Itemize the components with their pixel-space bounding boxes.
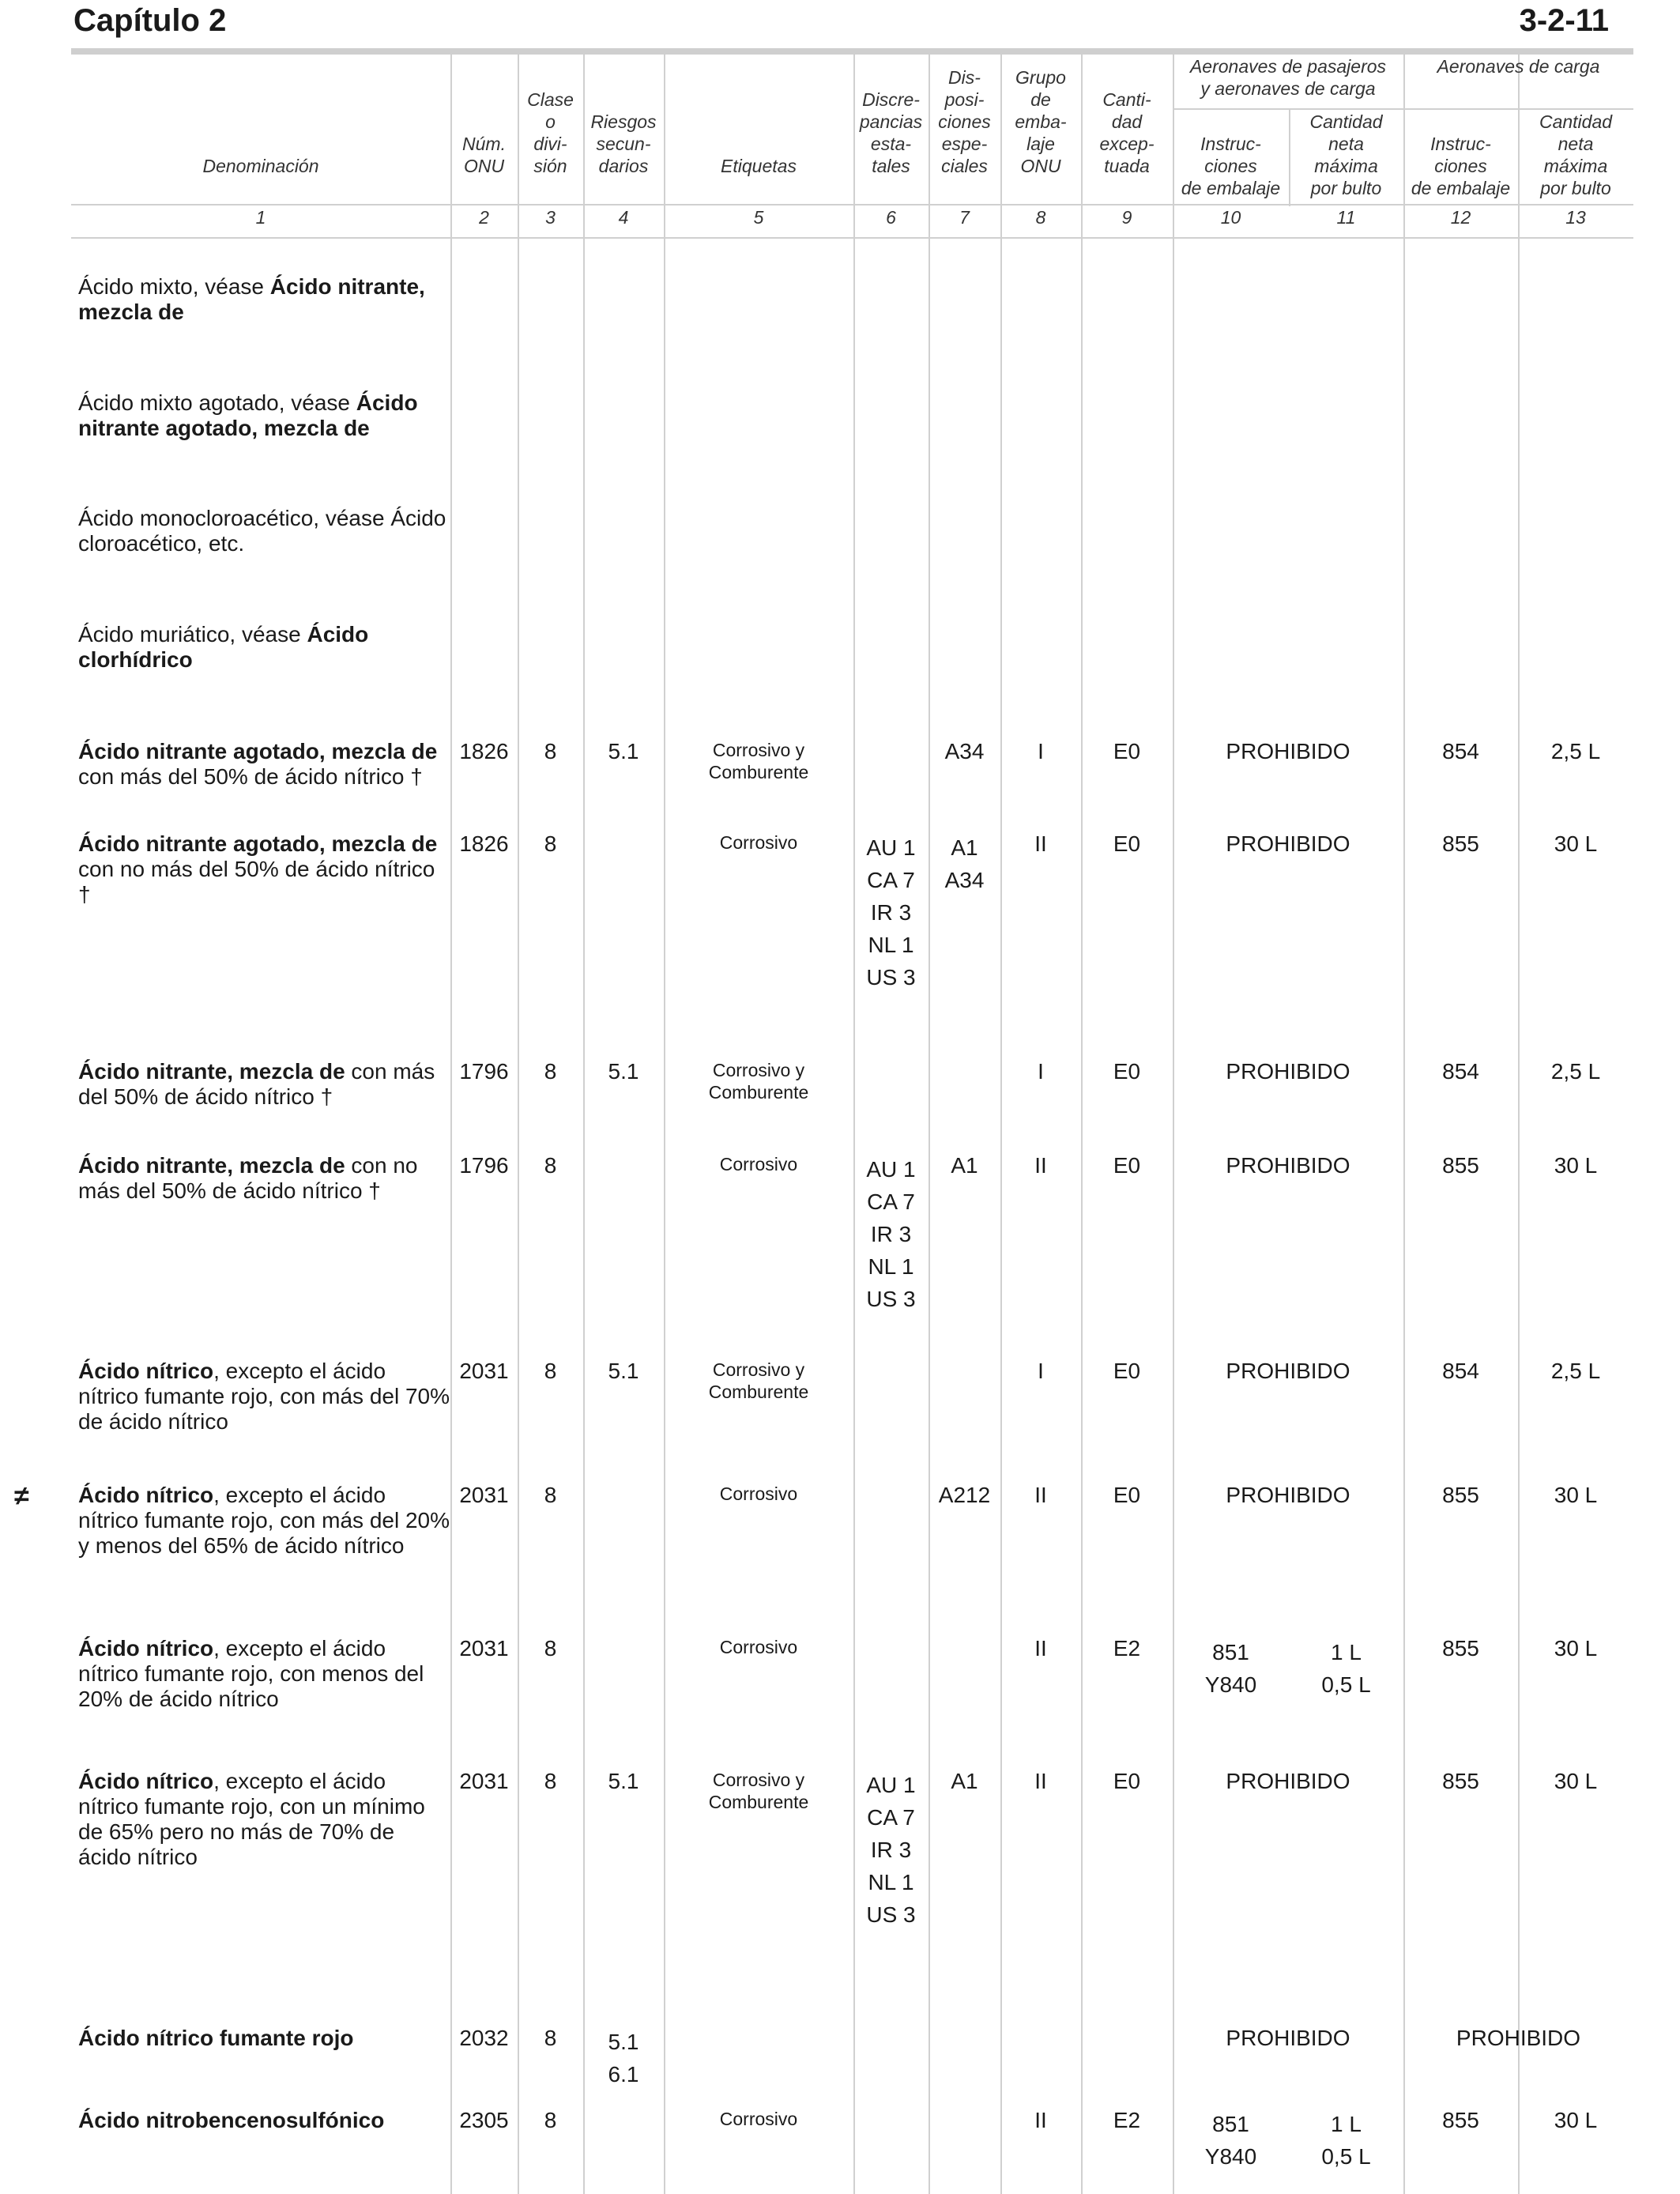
substance-name-text: Ácido monocloroacético, véase Ácido cloroacético, etc.: [78, 506, 446, 556]
column-number: 4: [618, 207, 629, 228]
cell-onu: 2031: [459, 1483, 509, 1507]
substance-name: [78, 2026, 450, 2051]
cell-exc: E0: [1113, 831, 1141, 856]
substance-name-text: Ácido mixto agotado, véase: [78, 390, 356, 415]
cell-riesgos: 5.1 6.1: [608, 2030, 639, 2087]
cell-grupo: II: [1034, 1483, 1047, 1507]
passenger-packing-instruction-header: Instruc- ciones de embalaje: [1181, 134, 1281, 198]
column-rule: [1518, 55, 1520, 2194]
substance-name-bold: Ácido nitrobencenosulfónico: [78, 2108, 385, 2132]
excepted-quantity-header: Canti- dad excep- tuada: [1099, 89, 1155, 176]
cell-onu: 2031: [459, 1636, 509, 1661]
column-number: 5: [753, 207, 764, 228]
cell-exc: E0: [1113, 1059, 1141, 1084]
cell-grupo: II: [1034, 1636, 1047, 1661]
substance-name-bold: Ácido nítrico: [78, 1769, 214, 1793]
cell-onu: 2032: [459, 2026, 509, 2050]
cell-exc: E0: [1113, 1483, 1141, 1507]
cell-instr-pas: 851 Y840: [1204, 2112, 1257, 2169]
column-rule: [1173, 55, 1174, 2194]
passenger-max-quantity-header: Cantidad neta máxima por bulto: [1309, 111, 1383, 198]
cell-onu: 2031: [459, 1769, 509, 1793]
cell-pas: PROHIBIDO: [1226, 1359, 1350, 1383]
cell-instr-pas: 851 Y840: [1204, 1640, 1257, 1697]
cell-grupo: I: [1038, 1359, 1044, 1383]
cell-grupo: II: [1034, 831, 1047, 856]
cell-pas: PROHIBIDO: [1226, 739, 1350, 763]
substance-name: [78, 831, 450, 907]
cell-riesgos: 5.1: [608, 1059, 639, 1084]
cell-grupo: II: [1034, 1769, 1047, 1793]
page-number: 3-2-11: [1519, 3, 1609, 38]
cell-cant-carga: 2,5 L: [1550, 739, 1601, 763]
cell-clase: 8: [544, 1483, 557, 1507]
cell-cant-carga: 30 L: [1554, 831, 1598, 856]
cell-exc: E0: [1113, 1769, 1141, 1793]
cell-etiquetas: Corrosivo y Comburente: [708, 1770, 809, 1812]
cell-disposiciones: A1: [951, 1769, 978, 1793]
cell-instr-carga: 854: [1442, 1359, 1479, 1383]
cell-etiquetas: Corrosivo: [719, 1483, 798, 1504]
secondary-risk-header: Riesgos secun- darios: [590, 111, 657, 176]
substance-name-bold: Ácido nitrante agotado, mezcla de: [78, 739, 438, 763]
substance-name-text: , excepto el ácido nítrico fumante rojo, con un mínimo de 65% pero no más de 70% de ácido nítrico: [78, 1769, 425, 1869]
column-number: 10: [1220, 207, 1241, 228]
cell-instr-carga: 854: [1442, 739, 1479, 763]
column-rule: [1081, 55, 1083, 2194]
substance-name-text: , excepto el ácido nítrico fumante rojo, con menos del 20% de ácido nítrico: [78, 1636, 424, 1711]
substance-name: [78, 1153, 450, 1204]
substance-name: [78, 390, 450, 441]
cell-clase: 8: [544, 1059, 557, 1084]
packing-group-header: Grupo de emba- laje ONU: [1015, 67, 1067, 176]
substance-name-bold: Ácido clorhídrico: [78, 622, 369, 672]
cell-clase: 8: [544, 1153, 557, 1178]
substance-name-text: , excepto el ácido nítrico fumante rojo, con más del 70% de ácido nítrico: [78, 1359, 450, 1434]
cell-instr-carga: 855: [1442, 1153, 1479, 1178]
cell-cant-carga: 30 L: [1554, 2108, 1598, 2132]
cell-riesgos: 5.1: [608, 739, 639, 763]
cell-pas: PROHIBIDO: [1226, 1059, 1350, 1084]
cell-exc: E0: [1113, 1359, 1141, 1383]
cell-etiquetas: Corrosivo y Comburente: [708, 740, 809, 782]
substance-name-bold: Ácido nítrico fumante rojo: [78, 2026, 354, 2050]
cell-riesgos: 5.1: [608, 1769, 639, 1793]
column-number: 11: [1336, 207, 1356, 228]
cell-onu: 1826: [459, 739, 509, 763]
cargo-packing-instruction-header: Instruc- ciones de embalaje: [1411, 134, 1511, 198]
column-number: 2: [479, 207, 489, 228]
cell-instr-carga: 855: [1442, 1636, 1479, 1661]
cell-cant-carga: 30 L: [1554, 1483, 1598, 1507]
cell-pas: PROHIBIDO: [1226, 1769, 1350, 1793]
cell-cant-pas: 1 L 0,5 L: [1321, 1640, 1371, 1697]
labels-header: Etiquetas: [721, 156, 797, 176]
cell-instr-carga: 854: [1442, 1059, 1479, 1084]
header-rule: [71, 48, 1633, 55]
column-number: 13: [1565, 207, 1586, 228]
revision-mark: ≠: [14, 1481, 29, 1511]
cell-clase: 8: [544, 2108, 557, 2132]
cell-clase: 8: [544, 1359, 557, 1383]
cell-grupo: I: [1038, 739, 1044, 763]
cell-exc: E0: [1113, 1153, 1141, 1178]
cell-clase: 8: [544, 1636, 557, 1661]
cell-grupo: I: [1038, 1059, 1044, 1084]
cell-carga: PROHIBIDO: [1456, 2026, 1581, 2050]
substance-name: [78, 274, 450, 325]
substance-name-text: con más del 50% de ácido nítrico †: [78, 764, 423, 789]
cell-exc: E2: [1113, 1636, 1141, 1661]
substance-name: [78, 1636, 450, 1712]
substance-name: [78, 2108, 450, 2133]
cell-clase: 8: [544, 739, 557, 763]
substance-name-text: , excepto el ácido nítrico fumante rojo, con más del 20% y menos del 65% de ácido nítrico: [78, 1483, 450, 1558]
substance-name-bold: Ácido nitrante, mezcla de: [78, 274, 425, 324]
cell-grupo: II: [1034, 1153, 1047, 1178]
cell-onu: 2031: [459, 1359, 509, 1383]
cell-cant-carga: 30 L: [1554, 1153, 1598, 1178]
substance-name-text: Ácido mixto, véase: [78, 274, 270, 299]
cell-etiquetas: Corrosivo y Comburente: [708, 1359, 809, 1402]
cell-etiquetas: Corrosivo y Comburente: [708, 1060, 809, 1103]
substance-name: [78, 1769, 450, 1870]
column-number: 8: [1035, 207, 1046, 228]
substance-name-bold: Ácido nitrante, mezcla de: [78, 1153, 345, 1178]
column-number: 7: [959, 207, 970, 228]
cell-pas: PROHIBIDO: [1226, 831, 1350, 856]
cell-cant-carga: 30 L: [1554, 1769, 1598, 1793]
cell-onu: 1796: [459, 1059, 509, 1084]
special-provisions-header: Dis- posi- ciones espe- ciales: [938, 67, 991, 176]
cell-etiquetas: Corrosivo: [719, 2109, 798, 2129]
column-number: 9: [1121, 207, 1132, 228]
cell-riesgos: 5.1: [608, 1359, 639, 1383]
cell-onu: 1796: [459, 1153, 509, 1178]
cell-instr-carga: 855: [1442, 2108, 1479, 2132]
column-rule: [664, 55, 665, 2194]
cell-onu: 1826: [459, 831, 509, 856]
column-number: 3: [545, 207, 556, 228]
column-rule: [583, 55, 585, 2194]
substance-name-text: con más del 50% de ácido nítrico †: [78, 1059, 435, 1109]
substance-name-bold: Ácido nítrico: [78, 1483, 214, 1507]
column-rule: [1403, 55, 1405, 2194]
header-bottom-rule: [71, 204, 1633, 205]
cell-onu: 2305: [459, 2108, 509, 2132]
cell-pas: PROHIBIDO: [1226, 1153, 1350, 1178]
column-number: 12: [1450, 207, 1471, 228]
substance-name-bold: Ácido nítrico: [78, 1359, 214, 1383]
denominacion-header: Denominación: [202, 156, 319, 176]
substance-name-bold: Ácido nitrante agotado, mezcla de: [78, 390, 418, 440]
cell-grupo: II: [1034, 2108, 1047, 2132]
cell-etiquetas: Corrosivo: [719, 1637, 798, 1657]
header-group-rule: [1173, 108, 1633, 110]
cell-etiquetas: Corrosivo: [719, 832, 798, 853]
class-header: Clase o divi- sión: [527, 89, 574, 176]
onu-number-header: Núm. ONU: [462, 134, 506, 176]
cell-disposiciones: A1: [951, 1153, 978, 1178]
cell-instr-carga: 855: [1442, 831, 1479, 856]
cell-instr-carga: 855: [1442, 1769, 1479, 1793]
cell-disposiciones: A212: [938, 1483, 991, 1507]
substance-name-text: con no más del 50% de ácido nítrico †: [78, 857, 435, 907]
column-rule: [518, 55, 519, 2194]
cell-clase: 8: [544, 1769, 557, 1793]
substance-name: [78, 1359, 450, 1434]
column-rule: [450, 55, 452, 2194]
passenger-aircraft-header: Aeronaves de pasajeros y aeronaves de carga: [1189, 56, 1387, 99]
cell-exc: E0: [1113, 739, 1141, 763]
cell-cant-carga: 2,5 L: [1550, 1059, 1601, 1084]
substance-name-bold: Ácido nitrante agotado, mezcla de: [78, 831, 438, 856]
cell-cant-carga: 30 L: [1554, 1636, 1598, 1661]
column-number-rule: [71, 237, 1633, 239]
cell-instr-carga: 855: [1442, 1483, 1479, 1507]
column-number: 1: [255, 207, 266, 228]
substance-name-bold: Ácido nitrante, mezcla de: [78, 1059, 345, 1084]
substance-name: [78, 1483, 450, 1559]
substance-name: [78, 739, 450, 790]
cell-cant-pas: 1 L 0,5 L: [1321, 2112, 1371, 2169]
cell-disposiciones: A1 A34: [944, 835, 985, 892]
cell-pas: PROHIBIDO: [1226, 2026, 1350, 2050]
cell-discrepancias: AU 1 CA 7 IR 3 NL 1 US 3: [866, 835, 916, 990]
cargo-max-quantity-header: Cantidad neta máxima por bulto: [1539, 111, 1613, 198]
cell-pas: PROHIBIDO: [1226, 1483, 1350, 1507]
column-rule: [929, 55, 930, 2194]
cell-clase: 8: [544, 2026, 557, 2050]
substance-name-bold: Ácido nítrico: [78, 1636, 214, 1661]
substance-name: [78, 506, 450, 556]
cell-cant-carga: 2,5 L: [1550, 1359, 1601, 1383]
chapter-title: Capítulo 2: [73, 3, 227, 38]
column-number: 6: [886, 207, 896, 228]
substance-name-text: Ácido muriático, véase: [78, 622, 307, 647]
substance-name: [78, 622, 450, 673]
cell-clase: 8: [544, 831, 557, 856]
cell-exc: E2: [1113, 2108, 1141, 2132]
column-rule: [1000, 55, 1002, 2194]
substance-name: [78, 1059, 450, 1110]
substance-name-text: con no más del 50% de ácido nítrico †: [78, 1153, 418, 1203]
cell-discrepancias: AU 1 CA 7 IR 3 NL 1 US 3: [866, 1157, 916, 1311]
cell-discrepancias: AU 1 CA 7 IR 3 NL 1 US 3: [866, 1773, 916, 1927]
cell-etiquetas: Corrosivo: [719, 1154, 798, 1174]
cargo-aircraft-header: Aeronaves de carga: [1437, 56, 1600, 77]
state-variations-header: Discre- pancias esta- tales: [859, 89, 923, 176]
cell-disposiciones: A34: [944, 739, 985, 763]
